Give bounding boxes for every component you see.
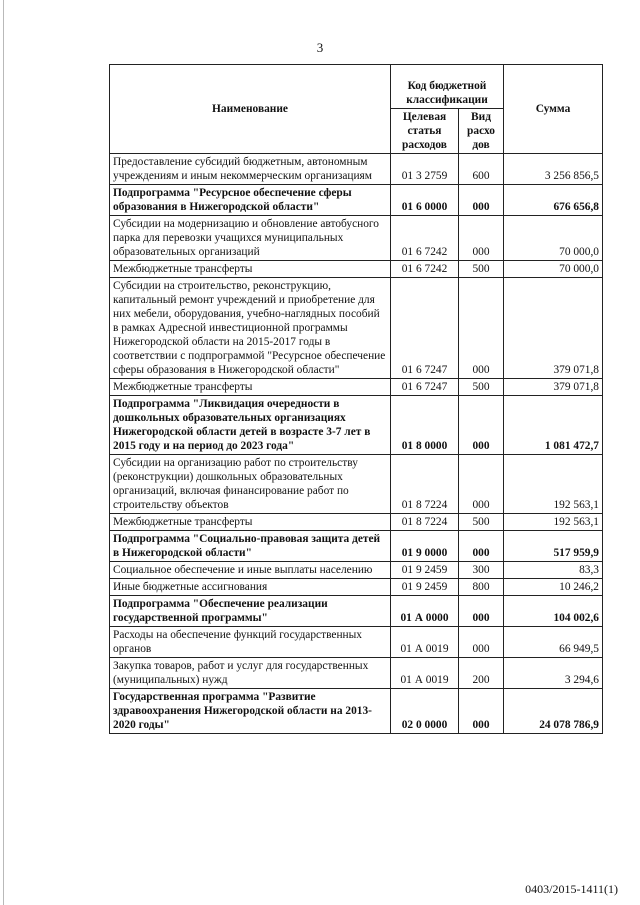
cell-expense-type: 500	[459, 261, 504, 278]
cell-sum: 379 071,8	[504, 379, 603, 396]
cell-expense-type: 200	[459, 658, 504, 689]
cell-name: Субсидии на организацию работ по строительству (реконструкции) дошкольных образовательных организаций, включая финансирование работ по строительству объектов	[110, 455, 391, 514]
cell-expense-type: 800	[459, 579, 504, 596]
table-row	[110, 154, 603, 185]
table-row	[110, 185, 603, 216]
table-row	[110, 379, 603, 396]
table-row	[110, 531, 603, 562]
table-row	[110, 658, 603, 689]
cell-expense-type: 500	[459, 379, 504, 396]
scan-edge-line	[3, 0, 4, 905]
cell-name: Субсидии на модернизацию и обновление автобусного парка для перевозки учащихся муниципальных образовательных организаций	[110, 216, 391, 261]
cell-code: 01 А 0019	[391, 627, 459, 658]
table-row	[110, 579, 603, 596]
cell-name: Закупка товаров, работ и услуг для государственных (муниципальных) нужд	[110, 658, 391, 689]
cell-code: 01 9 0000	[391, 531, 459, 562]
cell-name: Межбюджетные трансферты	[110, 261, 391, 278]
page-number: 3	[316, 40, 324, 55]
table-row	[110, 396, 603, 455]
table-row	[110, 216, 603, 261]
cell-sum: 66 949,5	[504, 627, 603, 658]
cell-code: 02 0 0000	[391, 689, 459, 734]
header-code-group: Код бюджетной классификации	[391, 65, 504, 109]
cell-expense-type: 000	[459, 185, 504, 216]
table-body	[110, 154, 603, 734]
cell-name: Социальное обеспечение и иные выплаты населению	[110, 562, 391, 579]
table-row	[110, 278, 603, 379]
cell-name: Подпрограмма "Ликвидация очередности в дошкольных образовательных организациях Нижегородской области детей в возрасте 3-7 лет в 2015 году и на период до 2023 года"	[110, 396, 391, 455]
cell-sum: 517 959,9	[504, 531, 603, 562]
cell-sum: 192 563,1	[504, 514, 603, 531]
cell-sum: 70 000,0	[504, 216, 603, 261]
document-code: 0403/2015-1411(1)	[525, 882, 618, 896]
cell-code: 01 9 2459	[391, 562, 459, 579]
cell-sum: 104 002,6	[504, 596, 603, 627]
budget-table	[109, 64, 603, 734]
cell-expense-type: 000	[459, 216, 504, 261]
cell-expense-type: 000	[459, 689, 504, 734]
cell-code: 01 9 2459	[391, 579, 459, 596]
cell-code: 01 6 7247	[391, 278, 459, 379]
table-row	[110, 596, 603, 627]
table-row	[110, 455, 603, 514]
cell-name: Подпрограмма "Социально-правовая защита детей в Нижегородской области"	[110, 531, 391, 562]
cell-name: Межбюджетные трансферты	[110, 379, 391, 396]
cell-name: Иные бюджетные ассигнования	[110, 579, 391, 596]
cell-sum: 192 563,1	[504, 455, 603, 514]
cell-name: Подпрограмма "Обеспечение реализации государственной программы"	[110, 596, 391, 627]
cell-expense-type: 000	[459, 531, 504, 562]
cell-code: 01 6 0000	[391, 185, 459, 216]
table-row	[110, 514, 603, 531]
cell-sum: 70 000,0	[504, 261, 603, 278]
cell-sum: 676 656,8	[504, 185, 603, 216]
cell-code: 01 6 7242	[391, 261, 459, 278]
table-row	[110, 562, 603, 579]
cell-code: 01 6 7242	[391, 216, 459, 261]
cell-expense-type: 000	[459, 396, 504, 455]
cell-code: 01 8 7224	[391, 455, 459, 514]
cell-name: Предоставление субсидий бюджетным, автономным учреждениям и иным некоммерческим организациям	[110, 154, 391, 185]
cell-code: 01 8 7224	[391, 514, 459, 531]
table-row	[110, 627, 603, 658]
header-expense-type: Вид расхо дов	[459, 109, 504, 154]
cell-code: 01 А 0019	[391, 658, 459, 689]
cell-code: 01 А 0000	[391, 596, 459, 627]
table-row	[110, 261, 603, 278]
cell-name: Субсидии на строительство, реконструкцию, капитальный ремонт учреждений и приобретение для них мебели, оборудования, учебно-наглядных пособий в рамках Адресной инвестиционной программы Нижегородской области на 2015-2017 годы в соответствии с подпрограммой "Ресурсное обеспечение сферы образования в Нижегородской области"	[110, 278, 391, 379]
cell-sum: 24 078 786,9	[504, 689, 603, 734]
cell-expense-type: 000	[459, 627, 504, 658]
cell-code: 01 3 2759	[391, 154, 459, 185]
cell-sum: 3 256 856,5	[504, 154, 603, 185]
cell-name: Межбюджетные трансферты	[110, 514, 391, 531]
cell-expense-type: 000	[459, 596, 504, 627]
cell-sum: 1 081 472,7	[504, 396, 603, 455]
cell-code: 01 8 0000	[391, 396, 459, 455]
cell-sum: 379 071,8	[504, 278, 603, 379]
cell-expense-type: 000	[459, 278, 504, 379]
table-header	[110, 65, 603, 154]
cell-sum: 83,3	[504, 562, 603, 579]
cell-name: Подпрограмма "Ресурсное обеспечение сферы образования в Нижегородской области"	[110, 185, 391, 216]
header-name: Наименование	[110, 65, 391, 154]
table-row	[110, 689, 603, 734]
cell-code: 01 6 7247	[391, 379, 459, 396]
cell-expense-type: 500	[459, 514, 504, 531]
cell-name: Государственная программа "Развитие здравоохранения Нижегородской области на 2013-2020 годы"	[110, 689, 391, 734]
cell-expense-type: 600	[459, 154, 504, 185]
cell-sum: 3 294,6	[504, 658, 603, 689]
cell-name: Расходы на обеспечение функций государственных органов	[110, 627, 391, 658]
header-sum: Сумма	[504, 65, 603, 154]
cell-expense-type: 300	[459, 562, 504, 579]
cell-sum: 10 246,2	[504, 579, 603, 596]
cell-expense-type: 000	[459, 455, 504, 514]
header-target-article: Целевая статья расходов	[391, 109, 459, 154]
